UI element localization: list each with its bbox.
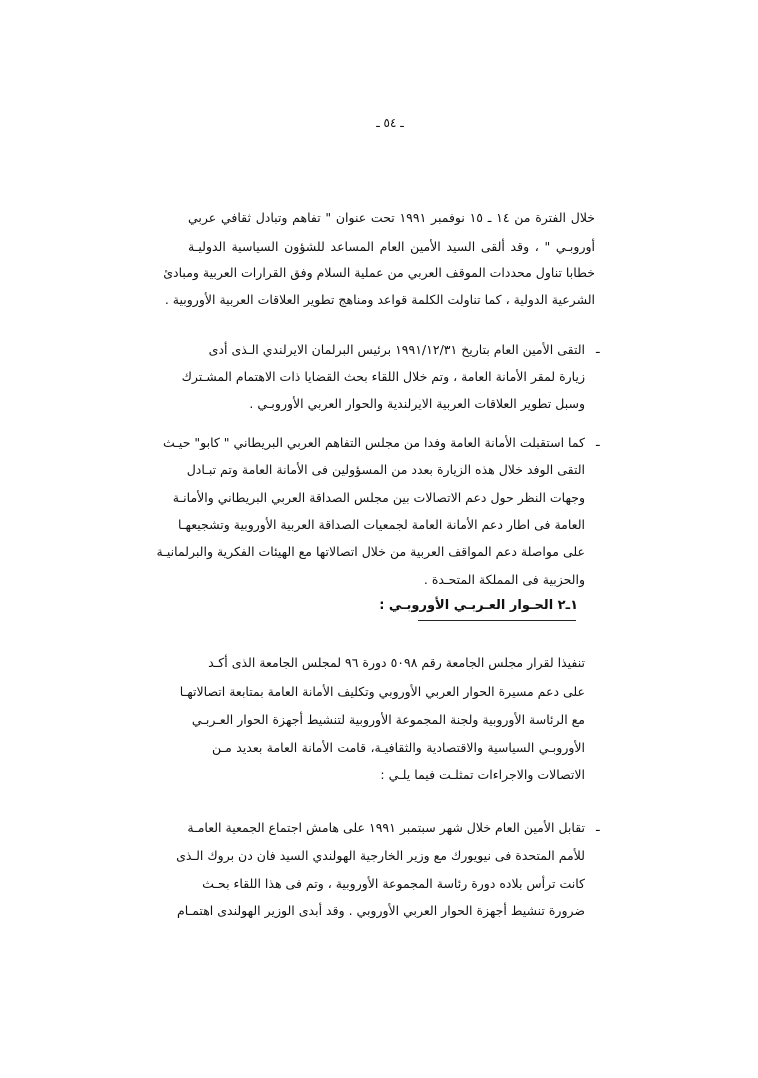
- bullet-2-line: وجهات النظر حول دعم الاتصالات بين مجلس الصداقة العربي البريطاني والأمانـة: [172, 490, 585, 505]
- section-heading: ١ـ٢ الحـوار العـربـي الأوروبـي :: [379, 598, 578, 613]
- bullet-1-line: زيارة لمقر الأمانة العامة ، وتم خلال اللقاء بحث القضايا ذات الاهتمام المشـترك: [181, 369, 585, 384]
- bullet-2-line: العامة فى اطار دعم الأمانة العامة لجمعيات الصداقة العربية الأوروبية وتشجيعهـا: [178, 517, 585, 532]
- paragraph-2-line: تنفيذا لقرار مجلس الجامعة رقم ٥٠٩٨ دورة ٩٦ لمجلس الجامعة الذى أكـد: [208, 655, 585, 670]
- paragraph-2-line: على دعم مسيرة الحوار العربي الأوروبي وتكليف الأمانة العامة بمتابعة اتصالاتهـا: [179, 684, 585, 699]
- bullet-2-line: على مواصلة دعم المواقف العربية من خلال اتصالاتها مع الهيئات الفكرية والبرلمانيـة: [156, 544, 585, 559]
- bullet-2-line: والحزبية فى المملكة المتحـدة .: [423, 572, 585, 587]
- paragraph-1-line: الشرعية الدولية ، كما تناولت الكلمة قواعد ومناهج تطوير العلاقات العربية الأوروبية .: [164, 292, 595, 307]
- page-number: ـ ٥٤ ـ: [376, 116, 404, 130]
- paragraph-1-line: خلال الفترة من ١٤ ـ ١٥ نوفمبر ١٩٩١ تحت عنوان " تفاهم وتبادل ثقافي عربي: [188, 210, 596, 225]
- heading-underline: [418, 620, 576, 621]
- paragraph-1-line: خطابا تناول محددات الموقف العربي من عملية السلام وفق القرارات العربية ومبادئ: [163, 265, 595, 280]
- bullet-3-line: كانت ترأس بلاده دورة رئاسة المجموعة الأوروبية ، وتم فى هذا اللقاء بحـث: [202, 876, 585, 891]
- bullet-dash: ـ: [596, 341, 600, 356]
- bullet-3-line: للأمم المتحدة فى نيويورك مع وزير الخارجية الهولندي السيد فان دن بروك الـذى: [176, 848, 585, 863]
- bullet-2-line: التقى الوفد خلال هذه الزيارة بعدد من المسؤولين فى الأمانة العامة وتم تبـادل: [186, 462, 585, 477]
- bullet-2-line: كما استقبلت الأمانة العامة وفدا من مجلس التفاهم العربي البريطاني " كابو" حيـث: [162, 435, 585, 450]
- bullet-1-line: وسبل تطوير العلاقات العربية الايرلندية والحوار العربي الأوروبـي .: [249, 396, 585, 411]
- bullet-dash: ـ: [596, 819, 600, 834]
- bullet-dash: ـ: [596, 434, 600, 449]
- bullet-3-line: تقابل الأمين العام خلال شهر سبتمبر ١٩٩١ على هامش اجتماع الجمعية العامـة: [187, 820, 585, 835]
- bullet-1-line: التقى الأمين العام بتاريخ ١٩٩١/١٢/٣١ برئيس البرلمان الايرلندي الـذى أدى: [208, 342, 585, 357]
- paragraph-1-line: أوروبـي " ، وقد ألقى السيد الأمين العام المساعد للشؤون السياسية الدوليـة: [188, 239, 595, 254]
- bullet-3-line: ضرورة تنشيط أجهزة الحوار العربي الأوروبي . وقد أبدى الوزير الهولندى اهتمـام: [176, 903, 585, 918]
- paragraph-2-line: الأوروبـي السياسية والاقتصادية والثقافيـة، قامت الأمانة العامة بعديد مـن: [212, 740, 585, 755]
- paragraph-2-line: الاتصالات والاجراءات تمثلـت فيما يلـي :: [380, 767, 585, 782]
- paragraph-2-line: مع الرئاسة الأوروبية ولجنة المجموعة الأوروبية لتنشيط أجهزة الحوار العـربـي: [191, 712, 585, 727]
